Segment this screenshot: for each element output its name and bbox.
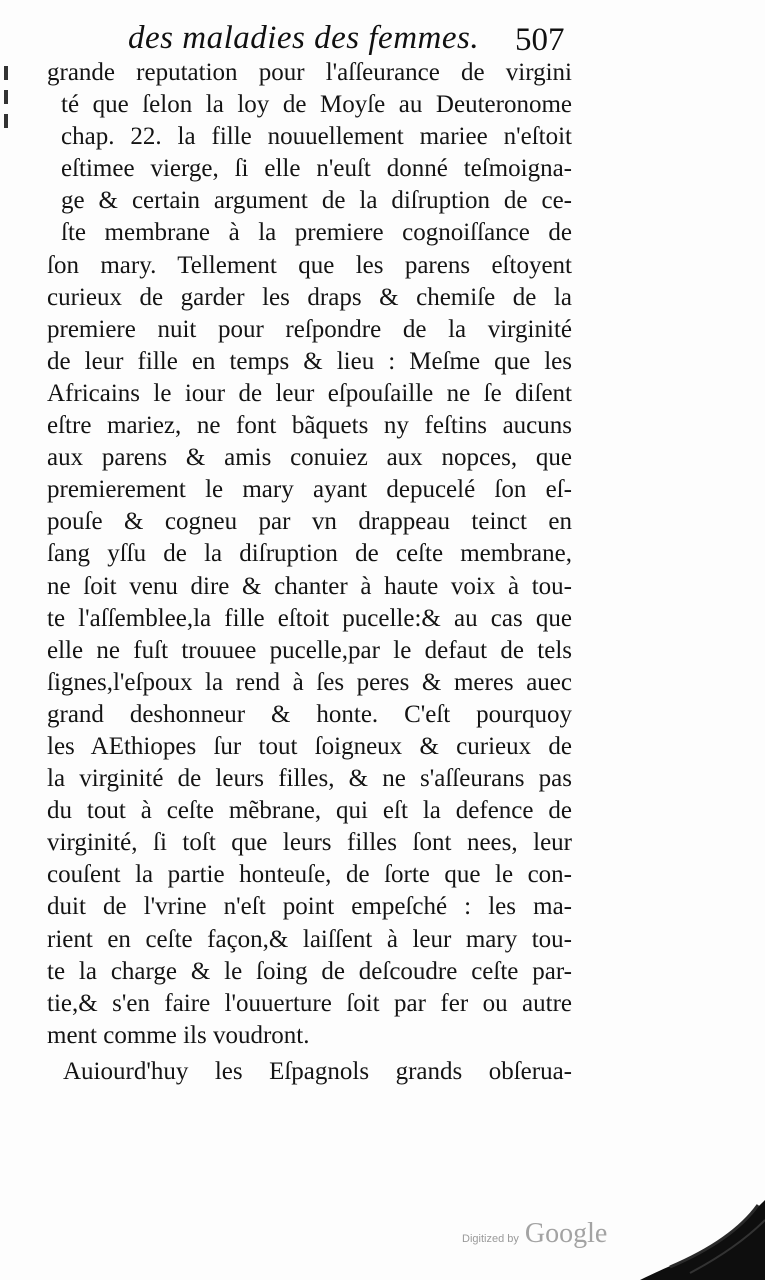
next-paragraph-line: Auiourd'huy les Eſpagnols grands obſerua- — [63, 1057, 572, 1085]
text-line: virginité, ſi toſt que leurs filles ſont nees, leur — [47, 829, 572, 857]
body-text — [47, 57, 572, 1088]
text-line: du tout à ceſte mẽbrane, qui eſt la defence de — [47, 797, 572, 825]
text-line: couſent la partie honteuſe, de ſorte que le con- — [47, 861, 572, 889]
text-line: grande reputation pour l'aſſeurance de virgini — [47, 59, 572, 86]
page-number: 507 — [515, 22, 565, 58]
text-line: curieux de garder les draps & chemiſe de la — [47, 283, 572, 311]
text-line: ſignes,l'eſpoux la rend à ſes peres & meres auec — [47, 668, 572, 696]
text-line: rient en ceſte façon,& laiſſent à leur mary tou- — [47, 925, 572, 953]
margin-mark — [4, 114, 8, 128]
margin-mark — [4, 90, 8, 104]
text-line: te l'aſſemblee,la fille eſtoit pucelle:& au cas que — [47, 604, 572, 632]
text-line: té que ſelon la loy de Moyſe au Deuteronome — [61, 91, 572, 119]
digitization-stamp — [462, 1218, 607, 1250]
text-line: te la charge & le ſoing de deſcoudre ceſte par- — [47, 957, 572, 985]
text-line: ge & certain argument de la diſruption de ce- — [61, 187, 572, 215]
text-line: ne ſoit venu dire & chanter à haute voix à tou- — [47, 572, 572, 600]
page-curl-edge — [640, 1195, 765, 1280]
margin-mark — [4, 66, 8, 80]
text-line: eſtre mariez, ne font bãquets ny feſtins aucuns — [47, 412, 572, 440]
text-line: Africains le iour de leur eſpouſaille ne ſe diſent — [47, 379, 572, 407]
margin-binding-marks — [0, 60, 14, 180]
text-line: aux parens & amis conuiez aux nopces, que — [47, 444, 572, 472]
text-line: la virginité de leurs filles, & ne s'aſſeurans pas — [47, 765, 572, 793]
digitized-by-label: Digitized by — [462, 1233, 519, 1245]
text-line: elle ne fuſt trouuee pucelle,par le defaut de tels — [47, 636, 572, 664]
text-line: pouſe & cogneu par vn drappeau teinct en — [47, 508, 572, 536]
text-line: tie,& s'en faire l'ouuerture ſoit par fer ou autre — [47, 989, 572, 1017]
text-line: chap. 22. la fille nouuellement mariee n'eſtoit — [61, 123, 572, 151]
google-logo: Google — [524, 1218, 608, 1249]
text-line: premierement le mary ayant depucelé ſon eſ- — [47, 476, 572, 504]
running-head-title: des maladies des femmes. — [128, 20, 480, 56]
text-line: eſtimee vierge, ſi elle n'euſt donné teſmoigna- — [61, 155, 572, 183]
text-line: premiere nuit pour reſpondre de la virginité — [47, 315, 572, 343]
text-line: ſte membrane à la premiere cognoiſſance de — [61, 219, 572, 247]
text-line: les AEthiopes ſur tout ſoigneux & curieux de — [47, 732, 572, 760]
text-line: ment comme ils voudront. — [47, 1021, 310, 1049]
text-line: grand deshonneur & honte. C'eſt pourquoy — [47, 700, 572, 728]
text-line: de leur fille en temps & lieu : Meſme que les — [47, 347, 572, 375]
text-line: ſang yſſu de la diſruption de ceſte membrane, — [47, 540, 572, 568]
text-line: ſon mary. Tellement que les parens eſtoyent — [47, 251, 572, 279]
text-line: duit de l'vrine n'eſt point empeſché : les ma- — [47, 893, 572, 921]
